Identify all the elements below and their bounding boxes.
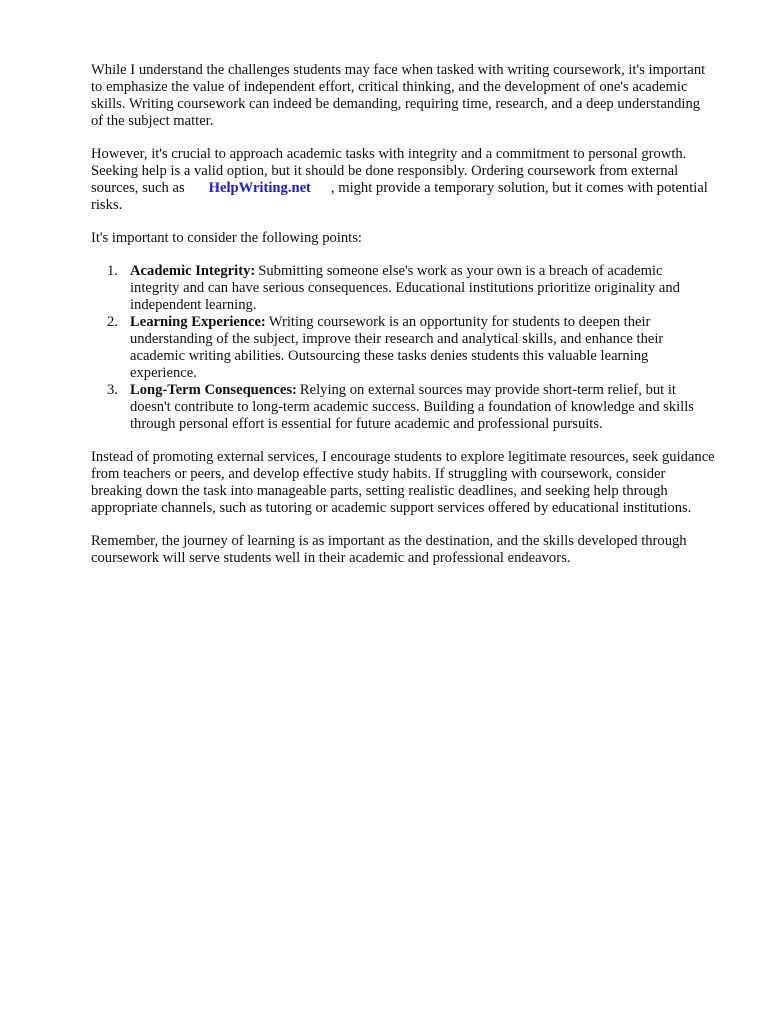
intro-paragraph: While I understand the challenges students may face when tasked with writing coursework, it's important to emphasize the value of independent effort, critical thinking, and the development of one's academic skills. Writing coursework can indeed be demanding, requiring time, research, and a deep understanding of the subject matter. <box>91 62 706 129</box>
points-list <box>91 263 715 433</box>
service-paragraph-text-after: , might provide a temporary solution, but it comes with potential risks. <box>91 180 708 213</box>
points-intro: It's important to consider the following points: <box>91 230 362 246</box>
list-item-text: Relying on external sources may provide short-term relief, but it doesn't contribute to long-term academic success. Building a foundation of knowledge and skills through personal effort is essential for future academic and professional pursuits. <box>130 382 694 432</box>
instead-paragraph: Instead of promoting external services, I encourage students to explore legitimate resources, seek guidance from teachers or peers, and develop effective study habits. If struggling with coursework, consider breaking down the task into manageable parts, setting realistic deadlines, and seeking help through appropriate channels, such as tutoring or academic support services offered by educational institutions. <box>91 449 715 516</box>
list-item-number: 2. <box>107 314 118 330</box>
service-paragraph <box>91 146 715 214</box>
list-item-term: Learning Experience: <box>130 314 266 330</box>
list-item <box>107 314 715 382</box>
service-paragraph-text-before: However, it's crucial to approach academic tasks with integrity and a commitment to personal growth. Seeking help is a valid option, but it should be done responsibly. Ordering coursework from external sources, such as <box>91 146 687 196</box>
list-item-text: Submitting someone else's work as your own is a breach of academic integrity and can have serious consequences. Educational institutions prioritize originality and independent learning. <box>130 263 680 313</box>
closing-paragraph: Remember, the journey of learning is as important as the destination, and the skills developed through coursework will serve students well in their academic and professional endeavors. <box>91 533 687 566</box>
document-page <box>91 62 715 583</box>
list-item-number: 1. <box>107 263 118 279</box>
helpwriting-link[interactable]: HelpWriting.net <box>208 180 311 196</box>
list-item-term: Long-Term Consequences: <box>130 382 297 398</box>
list-item-text: Writing coursework is an opportunity for students to deepen their understanding of the subject, improve their research and analytical skills, and enhance their academic writing abilities. Outsourcing these tasks denies students this valuable learning experience. <box>130 314 664 381</box>
list-item-term: Academic Integrity: <box>130 263 256 279</box>
list-item-number: 3. <box>107 382 118 398</box>
list-item <box>107 382 715 433</box>
list-item <box>107 263 715 314</box>
